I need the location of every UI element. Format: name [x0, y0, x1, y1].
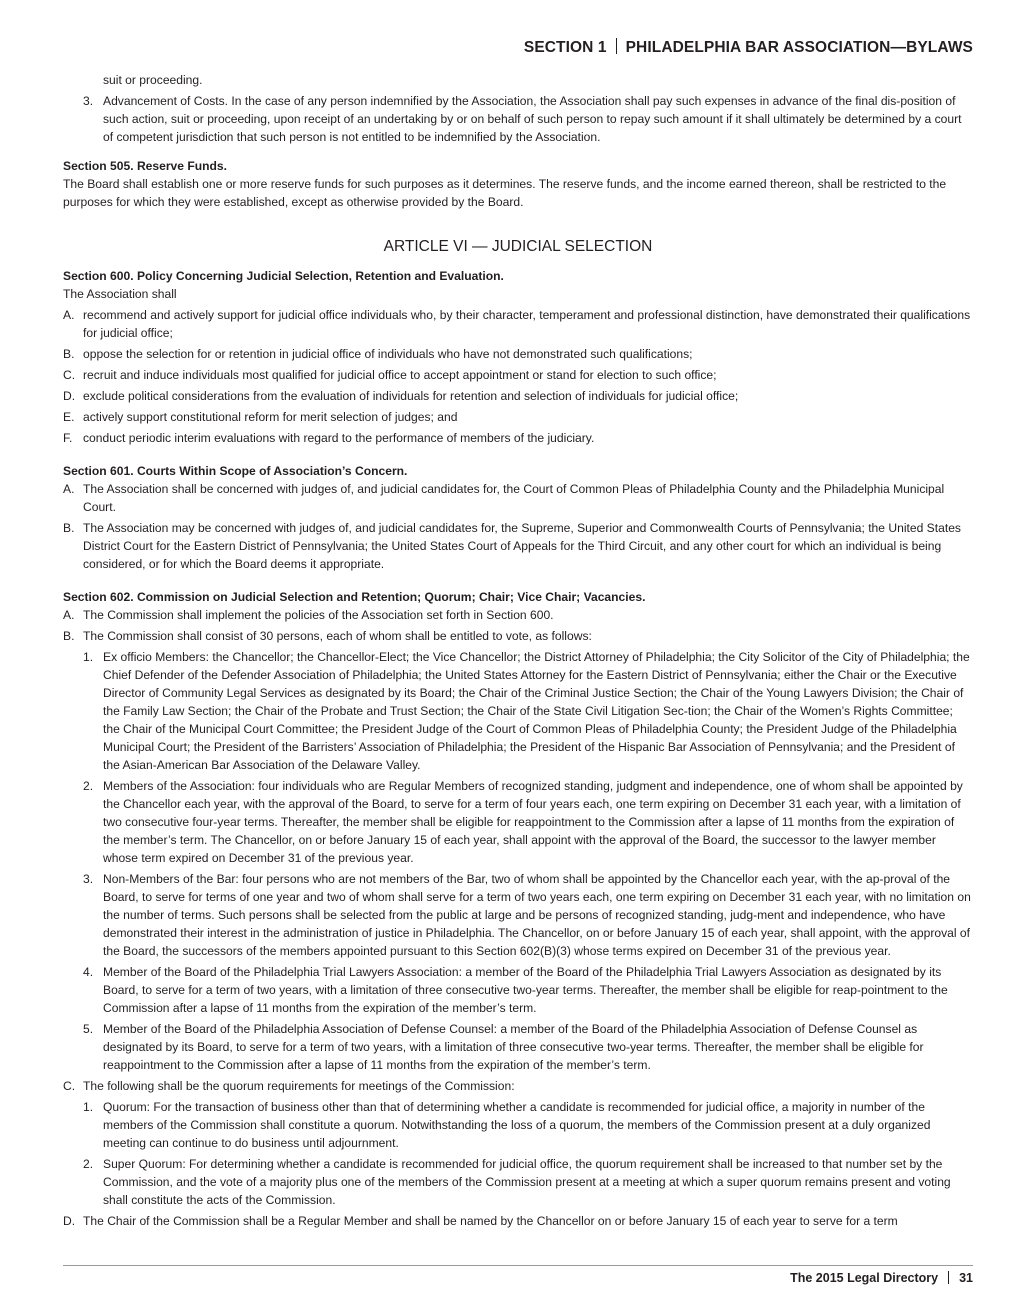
item-text: oppose the selection for or retention in judicial office of individuals who have not demonstrated such qualifications; — [83, 347, 693, 361]
section-600-item — [63, 408, 973, 426]
page-content — [63, 71, 973, 1233]
section-600-item — [63, 306, 973, 342]
footer-publication: The 2015 Legal Directory — [790, 1271, 939, 1285]
item-label: B. — [63, 629, 75, 643]
section-600-intro: The Association shall — [63, 287, 177, 301]
subitem-text: Quorum: For the transaction of business other than that of determining whether a candidate is recommended for judicial office, a majority in number of the members of the Commission shall constitute a quorum. Notwithstanding the loss of a quorum, the members of the Commission present at a duly organized meeting can continue to do business until adjournment. — [103, 1100, 931, 1150]
item-label: A. — [63, 308, 75, 322]
section-601-title: Section 601. Courts Within Scope of Association’s Concern. — [63, 464, 408, 478]
page-number: 31 — [959, 1271, 973, 1285]
item-text: actively support constitutional reform for merit selection of judges; and — [83, 410, 458, 424]
section-602-b-subitem — [83, 1020, 973, 1074]
footer-rule — [63, 1265, 973, 1266]
section-602-item-b — [63, 627, 973, 645]
item-label: 3. — [83, 94, 94, 108]
section-601-item — [63, 480, 973, 516]
section-504-item-3 — [83, 92, 973, 146]
subitem-text: Super Quorum: For determining whether a candidate is recommended for judicial office, the quorum requirement shall be increased to that number set by the Commission, and the vote of a majority plus one of the members of the Commission present at a meeting at which a super quorum remains present and voting shall constitute the acts of the Commission. — [103, 1157, 951, 1207]
item-text: Advancement of Costs. In the case of any person indemnified by the Association, the Association shall pay such expenses in advance of the final dis-position of such action, suit or proceeding, upon receipt of an undertaking by or on behalf of such person to repay such amount if it shall ultimately be determined by a court of competent jurisdiction that such person is not entitled to be indemnified by the Association. — [103, 94, 962, 144]
subitem-text: Members of the Association: four individuals who are Regular Members of recognized standing, judgment and independence, one of whom shall be appointed by the Chancellor each year, with the approval of the Board, to serve for a term of four years each, one term expiring on December 31 each year, with a limitation of two consecutive four-year terms. Thereafter, the member shall be eligible for reappointment to the Commission after a lapse of 11 months from the expiration of the member’s term. The Chancellor, on or before January 15 of each year, shall appoint with the approval of the Board, the successor to the lawyer member whose term expired on December 31 of the previous year. — [103, 779, 963, 865]
header-title: PHILADELPHIA BAR ASSOCIATION—BYLAWS — [625, 39, 973, 56]
item-label: A. — [63, 482, 75, 496]
footer-divider — [948, 1271, 949, 1284]
item-text: conduct periodic interim evaluations with regard to the performance of members of the judiciary. — [83, 431, 595, 445]
section-602-item-a — [63, 606, 973, 624]
subitem-label: 2. — [83, 1157, 94, 1171]
section-600-item — [63, 366, 973, 384]
section-602-item-d — [63, 1212, 973, 1230]
section-602-b-subitem — [83, 870, 973, 960]
section-601-item — [63, 519, 973, 573]
item-text: The following shall be the quorum requirements for meetings of the Commission: — [83, 1079, 515, 1093]
section-504-continuation: suit or proceeding. — [103, 73, 203, 87]
subitem-text: Member of the Board of the Philadelphia Trial Lawyers Association: a member of the Board of the Philadelphia Trial Lawyers Association as designated by its Board, to serve for a term of two years, with a limitation of three consecutive two-year terms. Thereafter, the member shall be eligible for reap-pointment to the Commission after a lapse of 11 months from the expiration of the member’s term. — [103, 965, 948, 1015]
section-600-item — [63, 387, 973, 405]
section-600-title: Section 600. Policy Concerning Judicial Selection, Retention and Evaluation. — [63, 269, 504, 283]
item-label: F. — [63, 431, 73, 445]
item-text: The Association shall be concerned with judges of, and judicial candidates for, the Court of Common Pleas of Philadelphia County and the Philadelphia Municipal Court. — [83, 482, 945, 514]
item-text: exclude political considerations from the evaluation of individuals for retention and selection of individuals for judicial office; — [83, 389, 739, 403]
item-text: The Chair of the Commission shall be a Regular Member and shall be named by the Chancellor on or before January 15 of each year to serve for a term — [83, 1214, 898, 1228]
item-label: C. — [63, 368, 76, 382]
section-505-text: The Board shall establish one or more reserve funds for such purposes as it determines. The reserve funds, and the income earned thereon, shall be restricted to the purposes for which they were established, except as otherwise provided by the Board. — [63, 177, 947, 209]
section-505-title: Section 505. Reserve Funds. — [63, 159, 228, 173]
item-text: recommend and actively support for judicial office individuals who, by their character, temperament and professional distinction, have demonstrated their qualifications for judicial office; — [83, 308, 971, 340]
section-600-item — [63, 345, 973, 363]
item-label: C. — [63, 1079, 76, 1093]
section-602-b-subitem — [83, 648, 973, 774]
section-602-item-c — [63, 1077, 973, 1095]
section-600-item — [63, 429, 973, 447]
section-602-c-subitem — [83, 1155, 973, 1209]
page-header — [524, 38, 973, 57]
section-602-title: Section 602. Commission on Judicial Selection and Retention; Quorum; Chair; Vice Chair; Vacancies. — [63, 590, 646, 604]
item-text: The Commission shall implement the policies of the Association set forth in Section 600. — [83, 608, 554, 622]
section-602-b-subitem — [83, 963, 973, 1017]
subitem-label: 5. — [83, 1022, 94, 1036]
subitem-label: 1. — [83, 650, 94, 664]
item-label: D. — [63, 389, 76, 403]
section-602-b-subitem — [83, 777, 973, 867]
subitem-label: 3. — [83, 872, 94, 886]
item-label: B. — [63, 521, 75, 535]
item-label: B. — [63, 347, 75, 361]
item-label: A. — [63, 608, 75, 622]
subitem-text: Ex officio Members: the Chancellor; the Chancellor-Elect; the Vice Chancellor; the District Attorney of Philadelphia; the City Solicitor of the City of Philadelphia; the Chief Defender of the Defender Association of Philadelphia; the United States Attorney for the Eastern District of Pennsylvania; either the Chair or the Executive Director of Community Legal Services as designated by its Board; the Chair of the Criminal Justice Section; the Chair of the Young Lawyers Division; the Chair of the Family Law Section; the Chair of the Probate and Trust Section; the Chair of the State Civil Litigation Sec-tion; the Chair of the Women’s Rights Committee; the Chair of the Municipal Court Committee; the President Judge of the Court of Common Pleas of Philadelphia County; the President Judge of the Philadelphia Municipal Court; the President of the Barristers’ Association of Philadelphia; the President of the Hispanic Bar Association of Pennsylvania; and the President of the Asian-American Bar Association of the Delaware Valley. — [103, 650, 970, 772]
header-divider — [616, 38, 617, 54]
subitem-text: Member of the Board of the Philadelphia Association of Defense Counsel: a member of the Board of the Philadelphia Association of Defense Counsel as designated by its Board, to serve for a term of two years, with a limitation of three consecutive two-year terms. Thereafter, the member shall be eligible for reappointment to the Commission after a lapse of 11 months from the expiration of the member’s term. — [103, 1022, 924, 1072]
item-label: D. — [63, 1214, 76, 1228]
item-text: The Commission shall consist of 30 persons, each of whom shall be entitled to vote, as follows: — [83, 629, 592, 643]
subitem-label: 4. — [83, 965, 94, 979]
article-vi-title: ARTICLE VI — JUDICIAL SELECTION — [383, 238, 653, 255]
header-section: SECTION 1 — [523, 39, 607, 56]
item-text: recruit and induce individuals most qualified for judicial office to accept appointment or stand for election to such office; — [83, 368, 717, 382]
subitem-text: Non-Members of the Bar: four persons who are not members of the Bar, two of whom shall be appointed by the Chancellor each year, with the ap-proval of the Board, to serve for terms of one year and two of whom shall serve for a term of two years each, one term expiring on December 31 each year, with no limitation on the number of terms. Such persons shall be selected from the public at large and be persons of recognized standing, judg-ment and independence, who have demonstrated their interest in the administration of justice in Philadelphia. The Chancellor, on or before January 15 of each year, shall appoint, with the approval of the Board, the successors of the members appointed pursuant to this Section 602(B)(3) whose terms expired on December 31 of the previous year. — [103, 872, 971, 958]
item-text: The Association may be concerned with judges of, and judicial candidates for, the Supreme, Superior and Commonwealth Courts of Pennsylvania; the United States District Court for the Eastern District of Pennsylvania; the United States Court of Appeals for the Third Circuit, and any other court for which an individual is being considered, or for which the Board deems it appropriate. — [83, 521, 961, 571]
section-602-c-subitem — [83, 1098, 973, 1152]
subitem-label: 1. — [83, 1100, 94, 1114]
page-footer — [790, 1271, 973, 1285]
subitem-label: 2. — [83, 779, 94, 793]
item-label: E. — [63, 410, 75, 424]
